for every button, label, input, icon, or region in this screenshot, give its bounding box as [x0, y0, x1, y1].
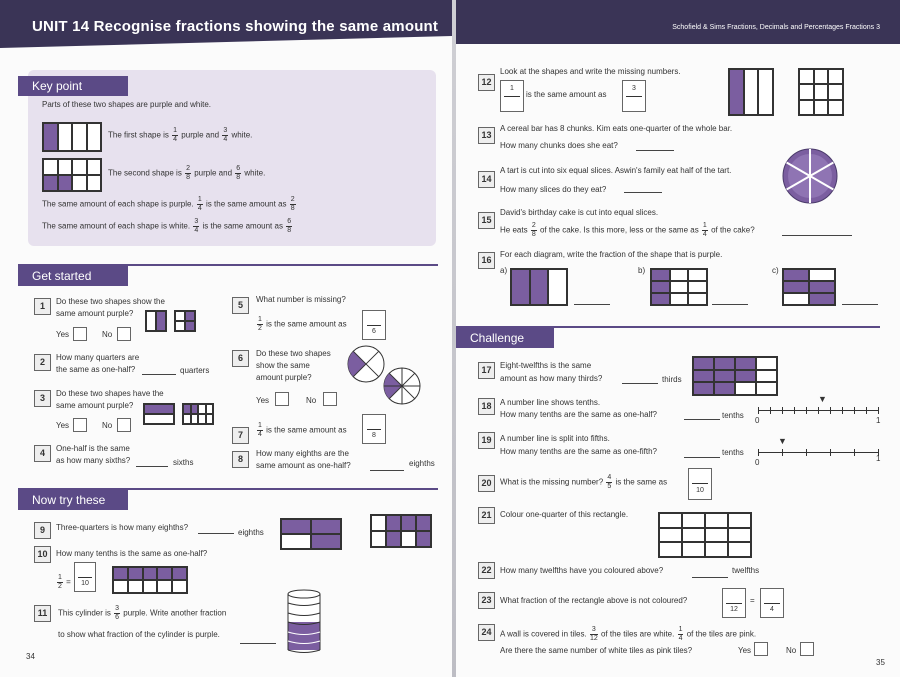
q8-text-a: How many eighths are the [256, 449, 349, 458]
key-same-white: The same amount of each shape is white. $\frac{3}{4}$ is the same amount as $\frac{6}{8}$ [42, 218, 292, 234]
q4-text-b: as how many sixths? [56, 456, 131, 465]
key-intro: Parts of these two shapes are purple and white. [42, 100, 211, 109]
q12-mid: is the same amount as [526, 90, 607, 99]
q12-text: Look at the shapes and write the missing numbers. [500, 67, 681, 76]
q23-text: What fraction of the rectangle above is not coloured? [500, 596, 688, 605]
number-line-tick [854, 449, 855, 456]
challenge-heading: Challenge [456, 328, 554, 348]
q16-answer-a[interactable] [574, 295, 610, 305]
q18-text-a: A number line shows tenths. [500, 398, 601, 407]
q15-number: 15 [478, 212, 495, 229]
q10-answer-box[interactable] [74, 562, 96, 592]
q7-answer-box[interactable] [362, 414, 386, 444]
q14-text-a: A tart is cut into six equal slices. Aswin's family eat half of the tart. [500, 166, 732, 175]
page-number-right: 35 [876, 658, 885, 667]
q18-one: 1 [876, 416, 881, 425]
q16-shape-b [650, 268, 708, 306]
q24-line-a: A wall is covered in tiles. $\frac{3}{12}$ of the tiles are white. $\frac{1}{4}$ of the tiles are pink. [500, 626, 757, 642]
q9-unit: eighths [238, 528, 264, 537]
q3-yes-checkbox[interactable] [73, 418, 87, 432]
q6-text-a: Do these two shapes [256, 349, 331, 358]
q9-text: Three-quarters is how many eighths? [56, 523, 189, 532]
q3-no-label: No [102, 421, 113, 430]
q14-text-b: How many slices do they eat? [500, 185, 607, 194]
q23-box-b[interactable] [760, 588, 784, 618]
q19-answer-line[interactable] [684, 448, 720, 458]
q16-label-b: b) [638, 266, 646, 275]
q5-answer-box[interactable] [362, 310, 386, 340]
q17-shape [692, 356, 778, 396]
q16-shape-c [782, 268, 836, 306]
number-line-tick [782, 449, 783, 456]
q20-line: What is the missing number? $\frac{4}{5}$ is the same as [500, 474, 668, 490]
q20-denominator: 10 [696, 487, 704, 494]
unit-title: UNIT 14 Recognise fractions showing the same amount [32, 18, 439, 35]
right-header-bar [456, 0, 900, 44]
q9-shape-a [280, 518, 342, 550]
q13-number: 13 [478, 127, 495, 144]
q14-answer-line[interactable] [624, 183, 662, 193]
q4-number: 4 [34, 445, 51, 462]
q3-text-b: same amount purple? [56, 401, 134, 410]
q6-circle-quarters [346, 344, 386, 384]
q16-text: For each diagram, write the fraction of the shape that is purple. [500, 250, 723, 259]
q3-no-checkbox[interactable] [117, 418, 131, 432]
q23-equals: = [750, 596, 755, 605]
q22-unit: twelfths [732, 566, 760, 575]
now-try-heading: Now try these [18, 490, 128, 510]
q18-text-b: How many tenths are the same as one-half? [500, 410, 657, 419]
q24-number: 24 [478, 624, 495, 641]
q17-number: 17 [478, 362, 495, 379]
q15-text-a: David's birthday cake is cut into equal slices. [500, 208, 659, 217]
q10-equation: $\frac{1}{2}$ = [58, 574, 71, 590]
number-line-tick [854, 407, 855, 414]
q8-text-b: same amount as one-half? [256, 461, 351, 470]
right-page [456, 0, 900, 677]
number-line-tick [806, 449, 807, 456]
q11-line-b: to show what fraction of the cylinder is purple. [58, 630, 220, 639]
number-line-tick [782, 407, 783, 414]
q18-number-line [758, 410, 878, 411]
q6-yes-label: Yes [256, 396, 270, 405]
q19-text-b: How many tenths are the same as one-fifth? [500, 447, 657, 456]
q2-answer-line[interactable] [142, 365, 176, 375]
number-line-tick [806, 407, 807, 414]
q16-label-a: a) [500, 266, 508, 275]
q11-answer-line[interactable] [240, 634, 276, 644]
q22-answer-line[interactable] [692, 568, 728, 578]
q24-yes-checkbox[interactable] [754, 642, 768, 656]
q3-shape-b [182, 403, 214, 425]
q12-fraction-box-a[interactable] [500, 80, 524, 112]
key-shape-eighths [42, 158, 102, 192]
q13-text-a: A cereal bar has 8 chunks. Kim eats one-quarter of the whole bar. [500, 124, 733, 133]
q2-text-b: the same as one-half? [56, 365, 136, 374]
q11-number: 11 [34, 605, 51, 622]
q24-no-checkbox[interactable] [800, 642, 814, 656]
q21-text: Colour one-quarter of this rectangle. [500, 510, 629, 519]
q1-text-b: same amount purple? [56, 309, 134, 318]
number-line-tick [830, 407, 831, 414]
number-line-tick [830, 449, 831, 456]
q17-text-b: amount as how many thirds? [500, 374, 603, 383]
q16-shape-a [510, 268, 568, 306]
q19-text-a: A number line is split into fifths. [500, 434, 610, 443]
q13-answer-line[interactable] [636, 141, 674, 151]
q20-answer-box[interactable] [688, 468, 712, 500]
q3-number: 3 [34, 390, 51, 407]
q24-line-b: Are there the same number of white tiles as pink tiles? [500, 646, 693, 655]
number-line-tick [842, 407, 843, 414]
q6-circle-eighths [382, 366, 422, 406]
q5-line: $\frac{1}{2}$ is the same amount as [258, 316, 347, 332]
q24-no-label: No [786, 646, 797, 655]
q23-denominator-a: 12 [730, 606, 738, 613]
q23-number: 23 [478, 592, 495, 609]
q4-answer-line[interactable] [136, 457, 168, 467]
q18-zero: 0 [755, 416, 760, 425]
q6-no-checkbox[interactable] [323, 392, 337, 406]
q3-yes-label: Yes [56, 421, 70, 430]
q5-text-a: What number is missing? [256, 295, 346, 304]
q16-number: 16 [478, 252, 495, 269]
q4-unit: sixths [173, 458, 194, 467]
q12-numerator-a: 1 [510, 85, 514, 92]
q10-shape [112, 566, 188, 594]
key-second-line: The second shape is $\frac{2}{8}$ purple and $\frac{6}{8}$ white. [108, 165, 266, 181]
get-started-heading: Get started [18, 266, 128, 286]
q9-shape-b [370, 514, 432, 548]
q6-no-label: No [306, 396, 317, 405]
q1-no-label: No [102, 330, 113, 339]
q17-unit: thirds [662, 375, 682, 384]
q20-number: 20 [478, 475, 495, 492]
q24-yes-label: Yes [738, 646, 752, 655]
q6-text-b: show the same [256, 361, 310, 370]
q15-line-b: He eats $\frac{2}{8}$ of the cake. Is this more, less or the same as $\frac{1}{4}$ of the cake? [500, 222, 755, 238]
q10-text: How many tenths is the same as one-half? [56, 549, 208, 558]
q8-answer-line[interactable] [370, 461, 404, 471]
q1-yes-checkbox[interactable] [73, 327, 87, 341]
q5-number: 5 [232, 297, 249, 314]
q19-number-line [758, 452, 878, 453]
q17-text-a: Eight-twelfths is the same [500, 361, 592, 370]
q1-yes-label: Yes [56, 330, 70, 339]
q13-text-b: How many chunks does she eat? [500, 141, 618, 150]
series-header: Schofield & Sims Fractions, Decimals and Percentages Fractions 3 [672, 24, 880, 31]
q16-answer-c[interactable] [842, 295, 878, 305]
q2-number: 2 [34, 354, 51, 371]
q16-label-c: c) [772, 266, 779, 275]
number-line-tick [818, 407, 819, 414]
key-point-heading: Key point [18, 76, 128, 96]
q2-unit: quarters [180, 366, 210, 375]
q8-unit: eighths [409, 459, 435, 468]
q2-text-a: How many quarters are [56, 353, 140, 362]
q1-no-checkbox[interactable] [117, 327, 131, 341]
number-line-tick [758, 407, 759, 414]
q23-denominator-b: 4 [770, 606, 774, 613]
q1-text-a: Do these two shapes show the [56, 297, 165, 306]
q22-number: 22 [478, 562, 495, 579]
key-same-purple: The same amount of each shape is purple. $\frac{1}{4}$ is the same amount as $\frac{2}{8}$ [42, 196, 295, 212]
q14-tart-picture [782, 148, 838, 204]
q16-answer-b[interactable] [712, 295, 748, 305]
q10-number: 10 [34, 546, 51, 563]
q15-answer-line[interactable] [782, 226, 852, 236]
q18-answer-line[interactable] [684, 410, 720, 420]
q18-arrow-icon: ▼ [818, 394, 827, 404]
q21-rectangle[interactable] [658, 512, 752, 558]
q6-yes-checkbox[interactable] [275, 392, 289, 406]
q3-text-a: Do these two shapes have the [56, 389, 164, 398]
q6-number: 6 [232, 350, 249, 367]
q14-number: 14 [478, 171, 495, 188]
number-line-tick [758, 449, 759, 456]
q7-denominator: 8 [372, 432, 376, 439]
q12-number: 12 [478, 74, 495, 91]
number-line-tick [770, 407, 771, 414]
page-number-left: 34 [26, 652, 35, 661]
q12-fraction-box-b[interactable] [622, 80, 646, 112]
q12-shape-a [728, 68, 774, 116]
q4-text-a: One-half is the same [56, 444, 130, 453]
q18-number: 18 [478, 398, 495, 415]
key-shape-quarters [42, 122, 102, 152]
q7-number: 7 [232, 427, 249, 444]
q23-box-a[interactable] [722, 588, 746, 618]
q19-one: 1 [876, 454, 881, 463]
q3-shape-a [143, 403, 175, 425]
q19-zero: 0 [755, 458, 760, 467]
q1-shape-a [145, 310, 167, 332]
q6-text-c: amount purple? [256, 373, 312, 382]
q12-numerator-b: 3 [632, 85, 636, 92]
key-first-line: The first shape is $\frac{1}{4}$ purple and $\frac{3}{4}$ white. [108, 127, 253, 143]
number-line-tick [794, 407, 795, 414]
number-line-tick [878, 407, 879, 414]
q21-number: 21 [478, 507, 495, 524]
q11-line-a: This cylinder is $\frac{3}{6}$ purple. Write another fraction [58, 605, 227, 621]
q7-line: $\frac{1}{4}$ is the same amount as [258, 422, 347, 438]
q8-number: 8 [232, 451, 249, 468]
q17-answer-line[interactable] [622, 374, 658, 384]
q22-text: How many twelfths have you coloured above? [500, 566, 664, 575]
q10-denominator: 10 [81, 580, 89, 587]
q11-cylinder [286, 588, 322, 656]
q12-shape-b [798, 68, 844, 116]
number-line-tick [866, 407, 867, 414]
q9-number: 9 [34, 522, 51, 539]
q5-denominator: 6 [372, 328, 376, 335]
q9-answer-line[interactable] [198, 524, 234, 534]
q18-unit: tenths [722, 411, 744, 420]
q1-number: 1 [34, 298, 51, 315]
q19-number: 19 [478, 432, 495, 449]
q19-arrow-icon: ▼ [778, 436, 787, 446]
q1-shape-b [174, 310, 196, 332]
q19-unit: tenths [722, 448, 744, 457]
